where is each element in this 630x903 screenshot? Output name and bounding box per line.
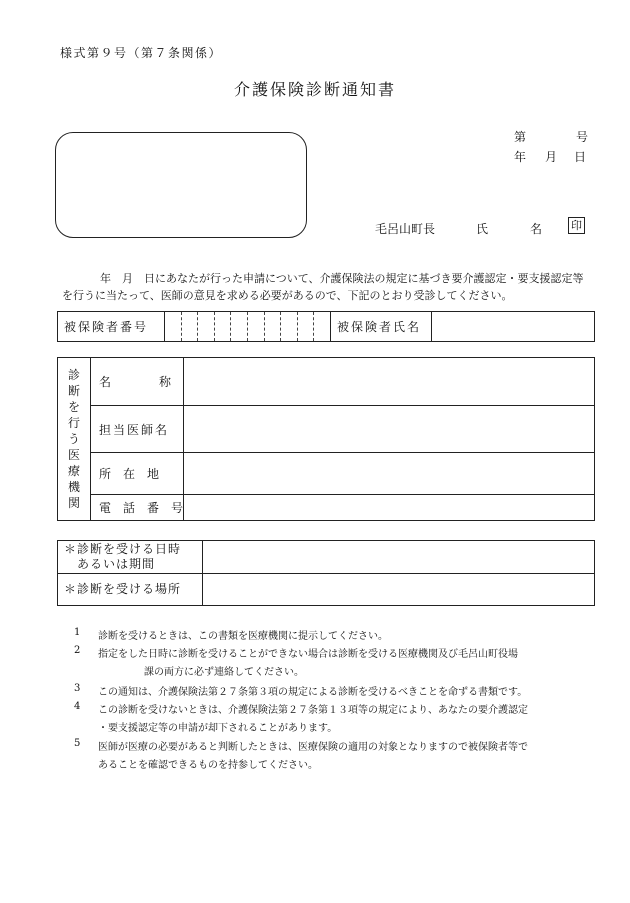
address-field[interactable]: [184, 453, 595, 495]
seal-mark: 印: [568, 217, 585, 234]
mei-label: 名: [530, 222, 543, 236]
phone-label: 電 話 番 号: [91, 495, 184, 521]
digit-cell[interactable]: [231, 312, 248, 341]
digit-cell[interactable]: [265, 312, 282, 341]
digit-cell[interactable]: [298, 312, 315, 341]
digit-cell[interactable]: [314, 312, 330, 341]
insured-number-field[interactable]: [165, 312, 331, 342]
doctor-name-label: 担当医師名: [91, 406, 184, 453]
digit-cell[interactable]: [281, 312, 298, 341]
institution-group-label: 診 断 を 行 う 医 療 機 関: [58, 358, 91, 521]
address-window-box: [55, 132, 307, 238]
insured-name-field[interactable]: [432, 312, 595, 342]
go-label: 号: [576, 130, 589, 144]
doctor-name-field[interactable]: [184, 406, 595, 453]
intro-line-1: 年 月 日にあなたが行った申請について、介護保険法の規定に基づき要介護認定・要支援認定等: [100, 272, 584, 285]
form-number: 様式第９号（第７条関係）: [60, 46, 223, 60]
month-label: 月: [545, 150, 558, 164]
digit-cell[interactable]: [215, 312, 232, 341]
day-label: 日: [574, 150, 587, 164]
institution-table: [57, 357, 595, 521]
institution-name-field[interactable]: [184, 358, 595, 406]
address-label: 所 在 地: [91, 453, 184, 495]
digit-cell[interactable]: [198, 312, 215, 341]
mayor-title: 毛呂山町長: [375, 222, 436, 236]
exam-table: [57, 540, 595, 606]
institution-name-label: 名 称: [91, 358, 184, 406]
digit-cell[interactable]: [165, 312, 182, 341]
exam-place-label: ＊診断を受ける場所: [58, 574, 203, 606]
exam-place-field[interactable]: [203, 574, 595, 606]
insured-table: [57, 311, 595, 342]
intro-paragraph: [62, 270, 602, 304]
insured-number-label: 被保険者番号: [58, 312, 165, 342]
phone-field[interactable]: [184, 495, 595, 521]
insured-name-label: 被保険者氏名: [331, 312, 432, 342]
exam-datetime-label: ＊診断を受ける日時 あるいは期間: [58, 541, 203, 574]
intro-line-2: を行うに当たって、医師の意見を求める必要があるので、下記のとおり受診してください。: [62, 289, 513, 302]
year-label: 年: [514, 150, 527, 164]
shi-label: 氏: [476, 222, 489, 236]
digit-cell[interactable]: [182, 312, 199, 341]
dai-label: 第: [514, 130, 527, 144]
exam-datetime-field[interactable]: [203, 541, 595, 574]
document-title: 介護保険診断通知書: [233, 80, 396, 99]
digit-cell[interactable]: [248, 312, 265, 341]
